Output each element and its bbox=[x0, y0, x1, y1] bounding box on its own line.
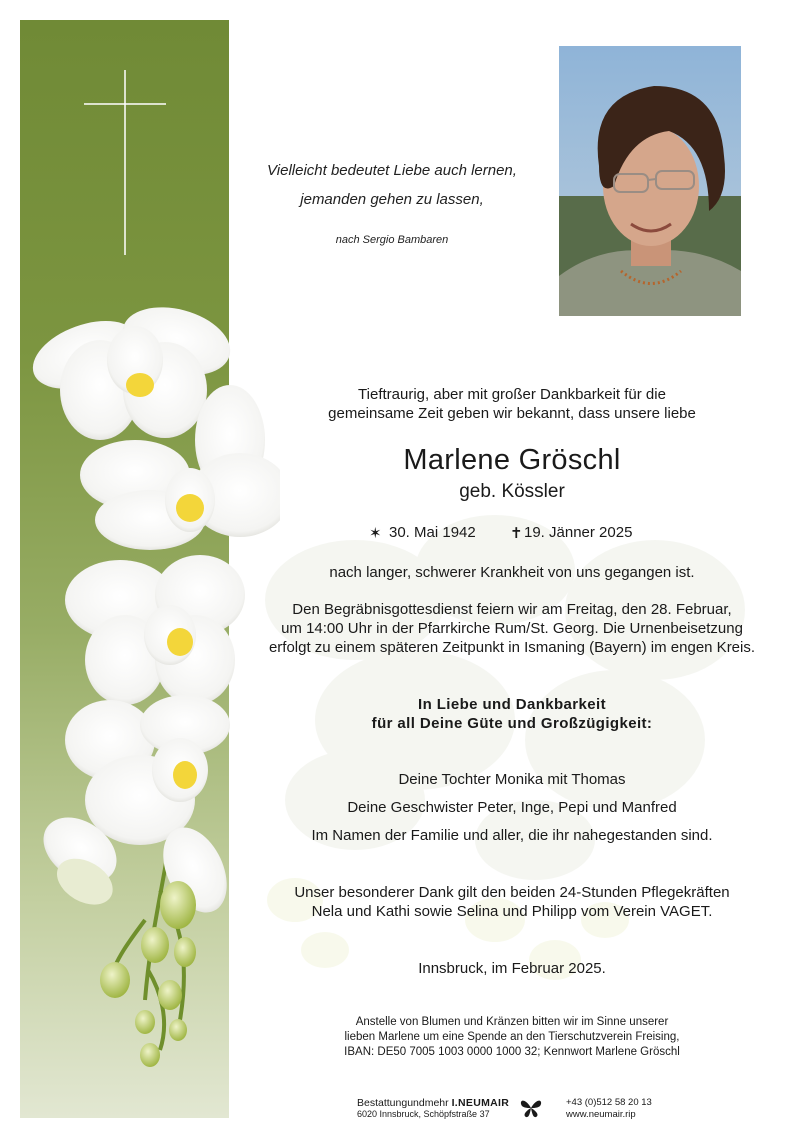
donation-line-3: IBAN: DE50 7005 1003 0000 1000 32; Kennwort Marlene Gröschl bbox=[344, 1046, 680, 1058]
dedication-line-1: In Liebe und Dankbarkeit bbox=[418, 696, 606, 713]
funeral-line-1: Den Begräbnisgottesdienst feiern wir am Freitag, den 28. Februar, bbox=[292, 601, 732, 618]
funeral-line-3: erfolgt zu einem späteren Zeitpunkt in Ismaning (Bayern) im engen Kreis. bbox=[268, 639, 756, 656]
deceased-name: Marlene Gröschl bbox=[403, 444, 621, 476]
cross-icon bbox=[84, 70, 166, 255]
butterfly-logo-icon bbox=[518, 1097, 544, 1119]
death-cross-icon: ✝ bbox=[510, 525, 523, 542]
maiden-name: geb. Kössler bbox=[459, 481, 565, 502]
quote-author: nach Sergio Bambaren bbox=[335, 234, 449, 246]
place-date: Innsbruck, im Februar 2025. bbox=[418, 960, 606, 977]
funeral-home-address: 6020 Innsbruck, Schöpfstraße 37 bbox=[357, 1109, 490, 1119]
mourner-line-3: Im Namen der Familie und aller, die ihr nahegestanden sind. bbox=[311, 827, 713, 844]
funeral-line-2: um 14:00 Uhr in der Pfarrkirche Rum/St. Georg. Die Urnenbeisetzung bbox=[281, 620, 743, 637]
funeral-home-website: www.neumair.rip bbox=[566, 1109, 636, 1120]
thanks-line-2: Nela und Kathi sowie Selina und Philipp vom Verein VAGET. bbox=[311, 903, 713, 920]
mourner-line-2: Deine Geschwister Peter, Inge, Pepi und Manfred bbox=[347, 799, 677, 816]
birth-date: 30. Mai 1942 bbox=[389, 524, 476, 541]
brand-name: I.NEUMAIR bbox=[451, 1097, 510, 1109]
donation-line-1: Anstelle von Blumen und Kränzen bitten wir im Sinne unserer bbox=[355, 1016, 669, 1028]
dedication-line-2: für all Deine Güte und Großzügigkeit: bbox=[371, 715, 653, 732]
intro-line-1: Tieftraurig, aber mit großer Dankbarkeit für die bbox=[358, 386, 666, 403]
donation-line-2: lieben Marlene um eine Spende an den Tierschutzverein Freising, bbox=[344, 1031, 680, 1043]
intro-line-2: gemeinsame Zeit geben wir bekannt, dass unsere liebe bbox=[328, 405, 696, 422]
passing-text: nach langer, schwerer Krankheit von uns gegangen ist. bbox=[329, 564, 695, 581]
quote-line-2: jemanden gehen zu lassen, bbox=[300, 191, 484, 208]
funeral-home-phone: +43 (0)512 58 20 13 bbox=[566, 1097, 652, 1108]
mourner-line-1: Deine Tochter Monika mit Thomas bbox=[398, 771, 626, 788]
death-date: 19. Jänner 2025 bbox=[524, 524, 633, 541]
portrait-photo bbox=[559, 46, 741, 316]
funeral-home-brand bbox=[357, 1097, 509, 1109]
brand-prefix: Bestattungundmehr bbox=[357, 1097, 449, 1109]
thanks-line-1: Unser besonderer Dank gilt den beiden 24-Stunden Pflegekräften bbox=[294, 884, 730, 901]
birth-icon: ✶ bbox=[369, 525, 382, 542]
quote-line-1: Vielleicht bedeutet Liebe auch lernen, bbox=[267, 162, 517, 179]
